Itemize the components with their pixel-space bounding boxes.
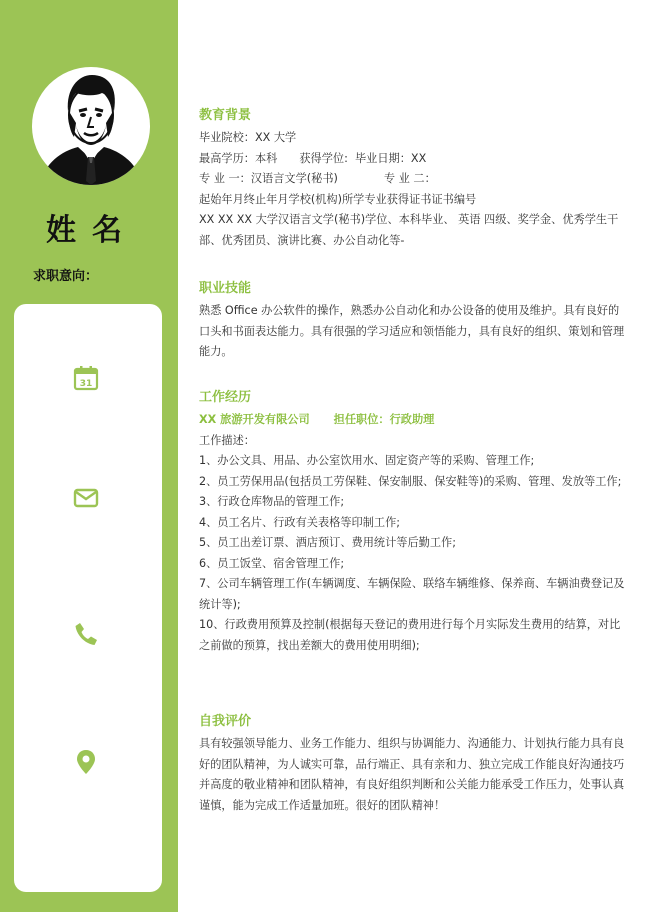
education-major-1: 专 业 一：汉语言文学(秘书) <box>199 172 338 185</box>
education-grad-date: 毕业日期：XX <box>354 151 427 165</box>
contact-card <box>14 304 162 892</box>
experience-desc-label: 工作描述： <box>199 433 255 447</box>
self-eval-text: 具有较强领导能力、业务工作能力、组织与协调能力、沟通能力、计划执行能力具有良好的团队精神，为人诚实可靠，品行端正、具有亲和力、独立完成工作能良好沟通技巧并高度的敬业精神和团队精神，有良好组织判断和公关能力能承受工作压力，处事认真谨慎，能为完成工作适量加班。很好的团队精神！ <box>199 737 625 812</box>
education-major-row <box>199 169 625 190</box>
portrait-illustration <box>32 67 150 185</box>
svg-text:31: 31 <box>79 379 93 389</box>
experience-item: 10、行政费用预算及控制(根据每天登记的费用进行每个月实际发生费用的结算，对比之前做的预算，找出差额大的费用使用明细); <box>199 618 621 652</box>
education-period: 起始年月终止年月学校(机构)所学专业获得证书证书编号 <box>199 192 477 206</box>
location-icon <box>72 748 100 776</box>
education-school: 毕业院校：XX 大学 <box>199 131 297 144</box>
experience-company-row <box>199 410 625 431</box>
education-title: 教育背景 <box>199 108 252 123</box>
skills-text: 熟悉 Office 办公软件的操作，熟悉办公自动化和办公设备的使用及维护。具有良好的口头和书面表达能力。具有很强的学习适应和领悟能力，具有良好的组织、策划和管理能力。 <box>199 304 625 358</box>
experience-block <box>199 410 625 656</box>
experience-item: 2、员工劳保用品(包括员工劳保鞋、保安制服、保安鞋等)的采购、管理、发放等工作; <box>199 474 622 488</box>
education-degree-row <box>199 149 625 170</box>
education-degree: 最高学历：本科 <box>199 151 278 165</box>
experience-title: 工作经历 <box>199 390 252 405</box>
job-objective-label: 求职意向： <box>33 269 99 284</box>
candidate-name: 姓名 <box>46 213 138 248</box>
experience-item: 5、员工出差订票、酒店预订、费用统计等后勤工作; <box>199 536 457 549</box>
education-degree-obtained: 获得学位: <box>299 151 348 165</box>
education-details: XX XX XX 大学汉语言文学(秘书)学位、本科毕业、 英语 四级、奖学金、优秀学生干部、优秀团员、演讲比赛、办公自动化等- <box>199 213 619 247</box>
experience-item: 4、员工名片、行政有关表格等印制工作; <box>199 515 401 529</box>
avatar <box>32 67 150 185</box>
education-block <box>199 128 625 251</box>
experience-position: 担任职位：行政助理 <box>333 413 435 426</box>
experience-company: XX 旅游开发有限公司 <box>199 413 310 426</box>
mail-icon <box>72 484 100 512</box>
self-eval-title: 自我评价 <box>199 714 252 729</box>
experience-item: 7、公司车辆管理工作(车辆调度、车辆保险、联络车辆维修、保养商、车辆油费登记及统计等); <box>199 577 625 611</box>
experience-item: 3、行政仓库物品的管理工作; <box>199 495 345 508</box>
skills-title: 职业技能 <box>199 281 252 296</box>
calendar-icon <box>72 364 100 392</box>
experience-item: 1、办公文具、用品、办公室饮用水、固定资产等的采购、管理工作; <box>199 454 535 467</box>
education-major-2: 专 业 二： <box>383 172 436 185</box>
phone-icon <box>72 620 100 648</box>
sidebar <box>0 0 178 912</box>
experience-item: 6、员工饭堂、宿舍管理工作; <box>199 556 345 570</box>
